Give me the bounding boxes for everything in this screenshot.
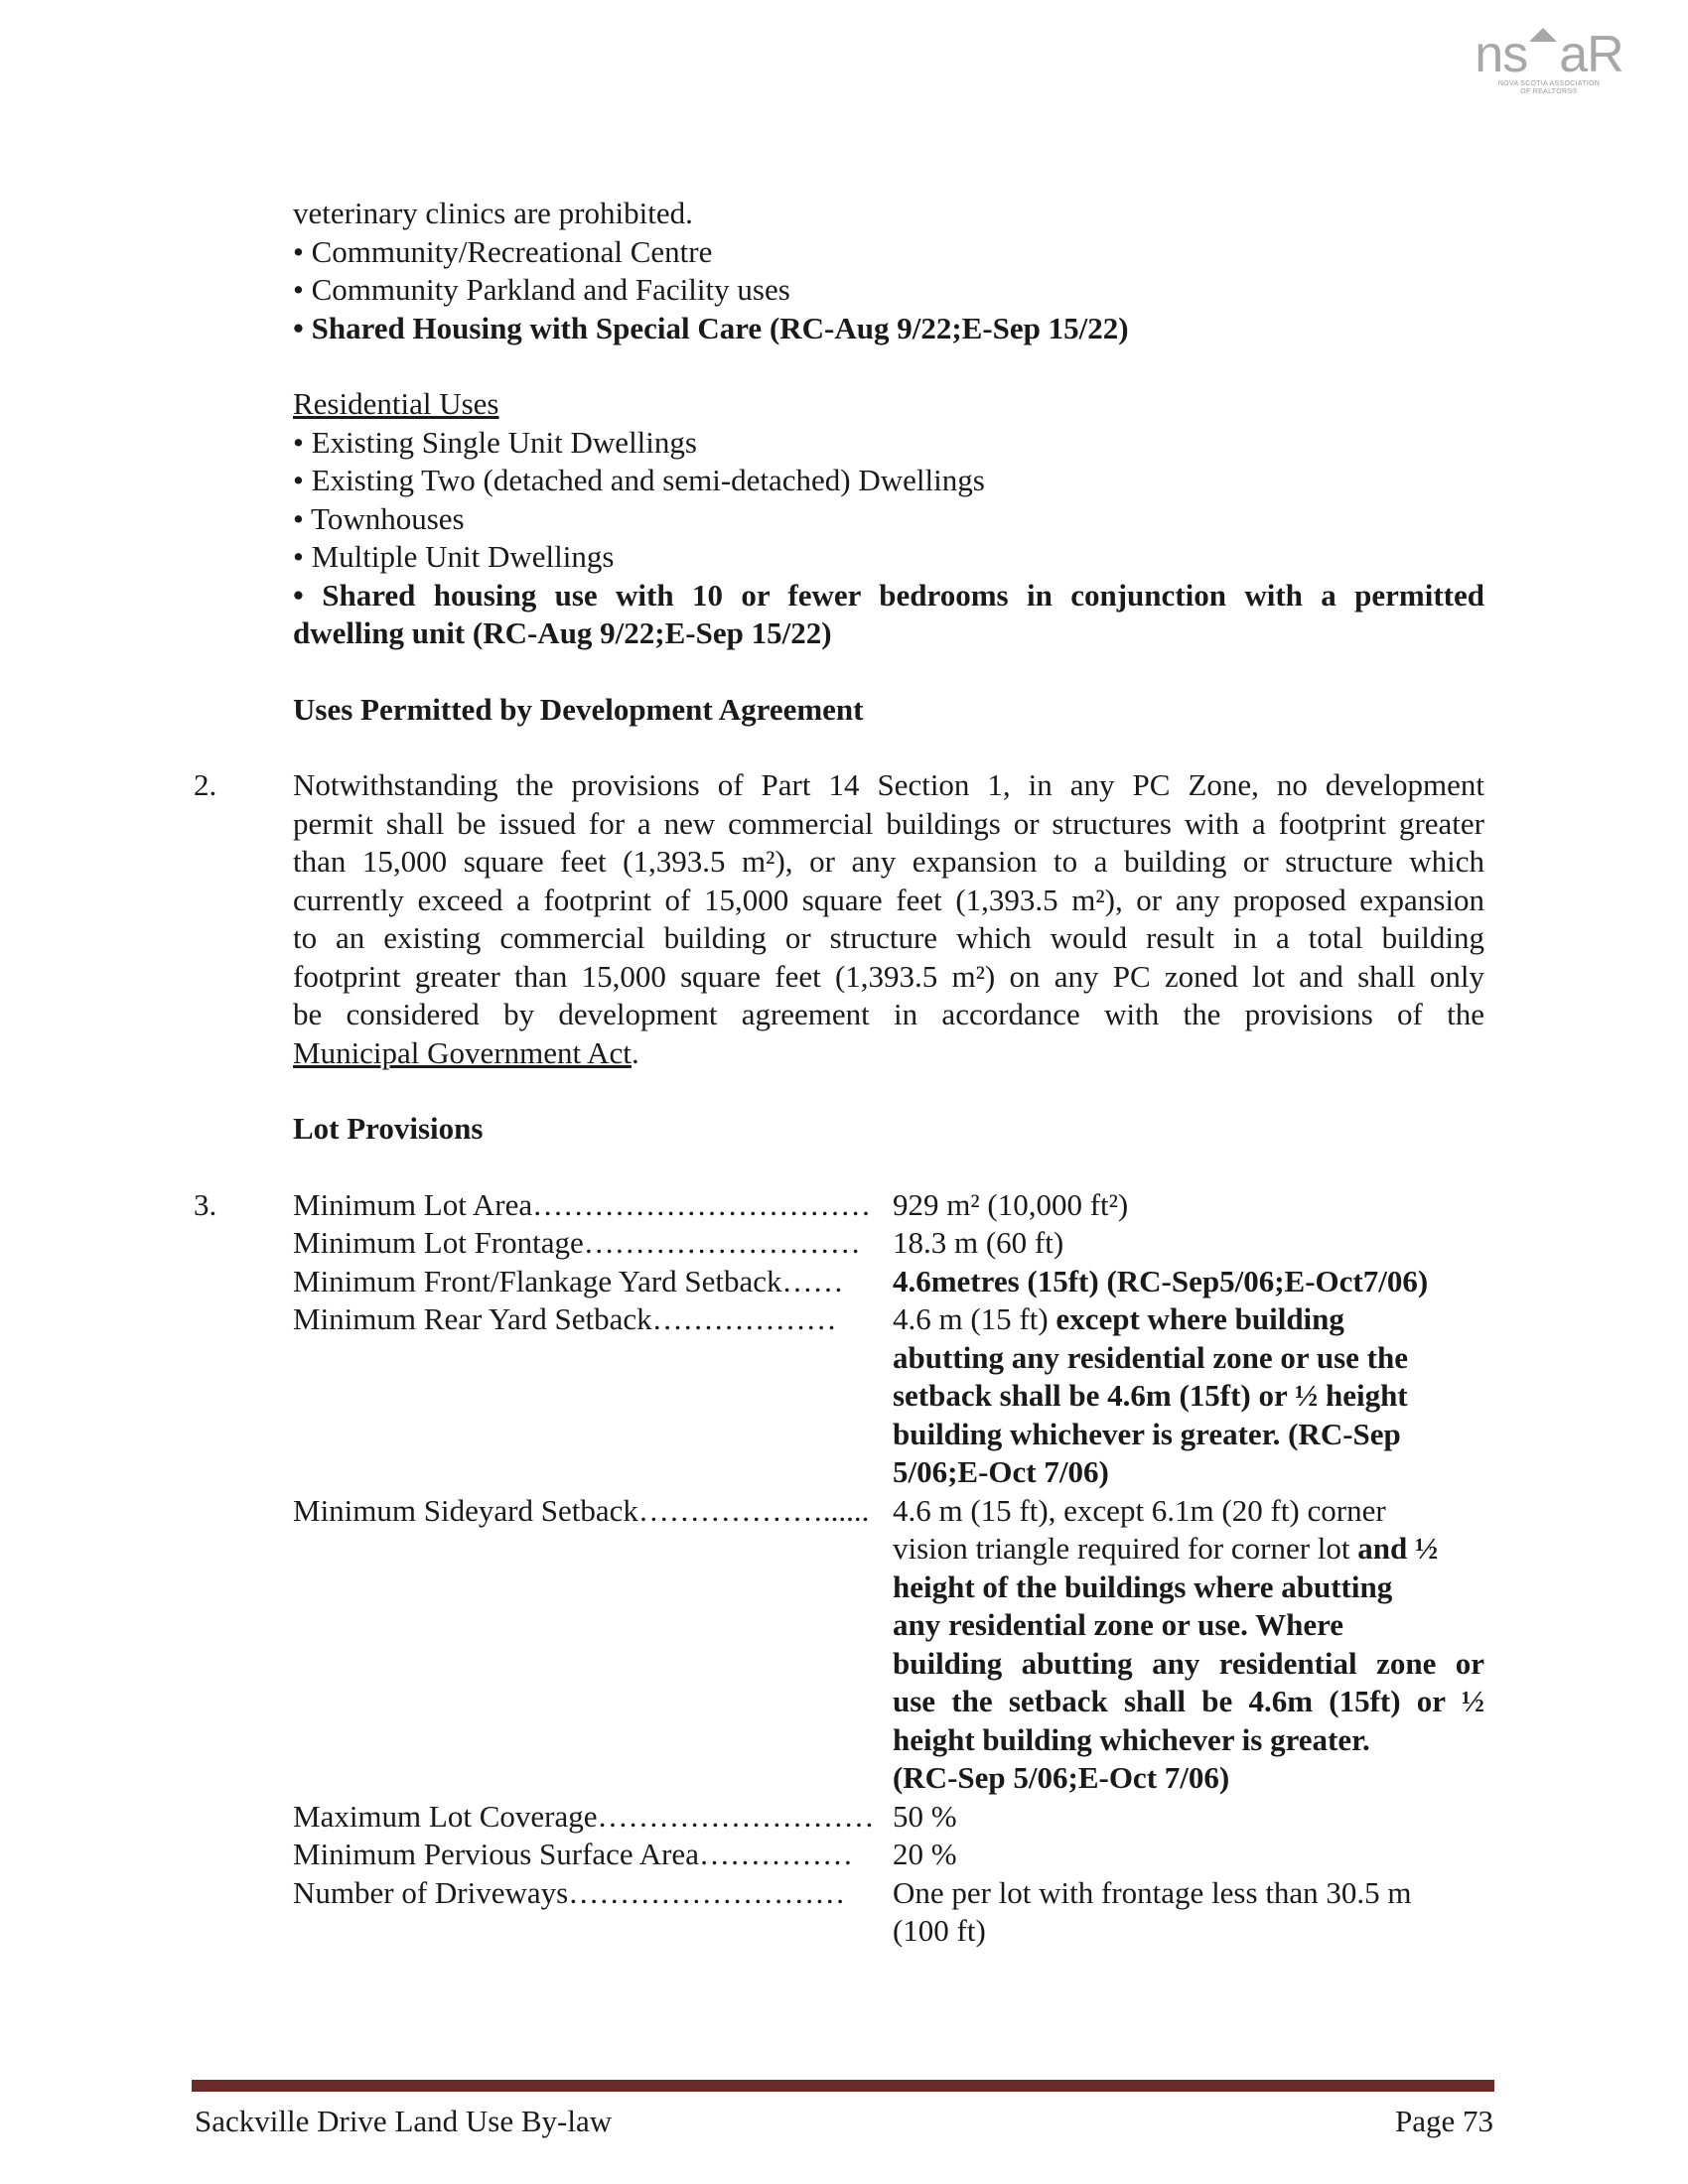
value-rear-line-1 [893,1300,1484,1339]
value-side-line-5: building abutting any residential zone or [892,1645,1484,1681]
clause-2-line-4: currently exceed a footprint of 15,000 square feet (1,393.5 m²), or any proposed expansion [293,882,1484,917]
value-rear-line-1-bold: except where building [1055,1301,1344,1336]
logo-mark-right: aR [1559,26,1623,83]
clause-3 [194,1186,1484,1951]
bullet-community-parkland: • Community Parkland and Facility uses [293,272,790,307]
leader-dots: ……………… [651,1301,837,1336]
act-tail: . [631,1034,639,1070]
value-rear-line-3: setback shall be 4.6m (15ft) or ½ height [892,1378,1408,1413]
bullet-community-centre: • Community/Recreational Centre [293,233,713,269]
value-rear-line-4: building whichever is greater. (RC-Sep [892,1416,1401,1451]
label-number-of-driveways: Number of Driveways [293,1874,569,1910]
label-rear-yard-setback: Minimum Rear Yard Setback [293,1301,652,1336]
municipal-government-act: Municipal Government Act [293,1034,632,1070]
clause-2-line-6: footprint greater than 15,000 square feet (1,393.5 m²) on any PC zoned lot and shall only [293,958,1484,994]
leader-dots: …………………………… [532,1186,872,1222]
value-driveways-line-1: One per lot with frontage less than 30.5 m [892,1874,1412,1910]
clause-2-line-8 [293,1034,1484,1073]
value-side-line-2 [893,1530,1484,1569]
clause-2-line-3: than 15,000 square feet (1,393.5 m²), or any expansion to a building or structure which [293,844,1484,879]
row-min-lot-frontage [293,1224,1484,1263]
value-min-pervious-surface: 20 % [892,1837,957,1871]
logo-subtitle-1: NOVA SCOTIA ASSOCIATION [1497,80,1601,87]
house-roof-icon [1529,28,1557,42]
nsar-logo [1470,28,1628,96]
logo-subtitle-2: OF REALTORS® [1520,88,1578,95]
footer-title: Sackville Drive Land Use By-law [195,2104,613,2138]
row-front-yard-setback [293,1263,1484,1301]
row-max-lot-coverage [293,1798,1484,1837]
bullet-existing-two-unit-a: • Existing Two (detached and semi- [293,463,732,497]
label-front-yard-setback: Minimum Front/Flankage Yard Setback [293,1263,782,1298]
value-side-line-1: 4.6 m (15 ft), except 6.1m (20 ft) corner [892,1492,1386,1528]
logo-mark [1470,26,1628,83]
residential-uses-heading: Residential Uses [293,386,499,421]
value-rear-line-2: abutting any residential zone or use the [892,1339,1408,1375]
bullet-existing-two-unit [293,462,1484,500]
row-rear-yard-setback [293,1300,1484,1492]
leader-dots: ……………………… [568,1874,846,1910]
value-side-line-8: (RC-Sep 5/06;E-Oct 7/06) [892,1760,1230,1795]
leader-dots: …………… [698,1837,853,1871]
value-side-line-3: height of the buildings where abutting [892,1569,1393,1604]
bullet-shared-housing-line-2: dwelling unit (RC-Aug 9/22;E-Sep 15/22) [293,615,832,650]
bullet-shared-housing-special-care: • Shared Housing with Special Care (RC-Aug 9/22;E-Sep 15/22) [293,310,1129,345]
value-min-lot-frontage: 18.3 m (60 ft) [892,1225,1064,1260]
logo-mark-left: ns [1475,26,1528,83]
leader-dots: …… [781,1263,844,1298]
label-max-lot-coverage: Maximum Lot Coverage [293,1798,598,1834]
lot-provisions-heading: Lot Provisions [293,1111,484,1146]
row-number-of-driveways [293,1874,1484,1951]
bullet-shared-housing [293,577,1484,653]
footer-rule [192,2080,1494,2092]
bullet-existing-two-unit-b: detached) Dwellings [731,463,985,497]
clause-3-number: 3. [194,1186,217,1222]
row-min-pervious-surface [293,1836,1484,1874]
value-side-line-7: height building whichever is greater. [892,1721,1370,1757]
value-side-line-4: any residential zone or use. Where [892,1607,1344,1642]
bullet-townhouses: • Townhouses [293,500,465,536]
value-rear-line-1-plain: 4.6 m (15 ft) [892,1301,1056,1336]
document-body [194,195,1484,1951]
clause-2 [194,766,1484,1072]
label-min-lot-area: Minimum Lot Area [293,1186,533,1222]
value-driveways-line-2: (100 ft) [892,1913,986,1948]
bullet-existing-single-unit: • Existing Single Unit Dwellings [293,424,697,460]
footer-page-number: Page 73 [1394,2104,1493,2138]
clause-2-line-5: to an existing commercial building or structure which would result in a total building [293,920,1484,955]
value-side-line-2-bold: and ½ [1357,1531,1439,1566]
bullet-shared-housing-line-1: • Shared housing use with 10 or fewer bedrooms in conjunction with a permitted [293,577,1484,613]
bullet-multiple-unit: • Multiple Unit Dwellings [293,539,615,574]
leader-dots: ……………………… [597,1798,875,1834]
leader-dots: ……………………… [583,1225,861,1260]
value-side-line-2-plain: vision triangle required for corner lot [892,1531,1358,1566]
value-max-lot-coverage: 50 % [892,1798,957,1834]
clause-2-line-1: Notwithstanding the provisions of Part 14 Section 1, in any PC Zone, no development [293,767,1484,802]
continued-text: veterinary clinics are prohibited. [293,196,693,230]
row-sideyard-setback [293,1492,1484,1798]
clause-2-number: 2. [194,767,217,802]
value-rear-line-5: 5/06;E-Oct 7/06) [892,1454,1109,1489]
value-front-yard-setback: 4.6metres (15ft) (RC-Sep5/06;E-Oct7/06) [892,1263,1429,1298]
label-min-pervious-surface: Minimum Pervious Surface Area [293,1837,699,1871]
leader-dots: ………………...... [637,1492,870,1528]
label-sideyard-setback: Minimum Sideyard Setback [293,1492,638,1528]
value-side-line-6: use the setback shall be 4.6m (15ft) or ½ [892,1684,1484,1718]
clause-2-line-7: be considered by development agreement in accordance with the provisions of the [293,997,1484,1031]
row-min-lot-area [293,1186,1484,1225]
clause-2-line-2: permit shall be issued for a new commercial buildings or structures with a footprint greater [293,805,1484,841]
label-min-lot-frontage: Minimum Lot Frontage [293,1225,584,1260]
development-agreement-heading: Uses Permitted by Development Agreement [293,691,864,727]
value-min-lot-area: 929 m² (10,000 ft²) [892,1186,1129,1222]
